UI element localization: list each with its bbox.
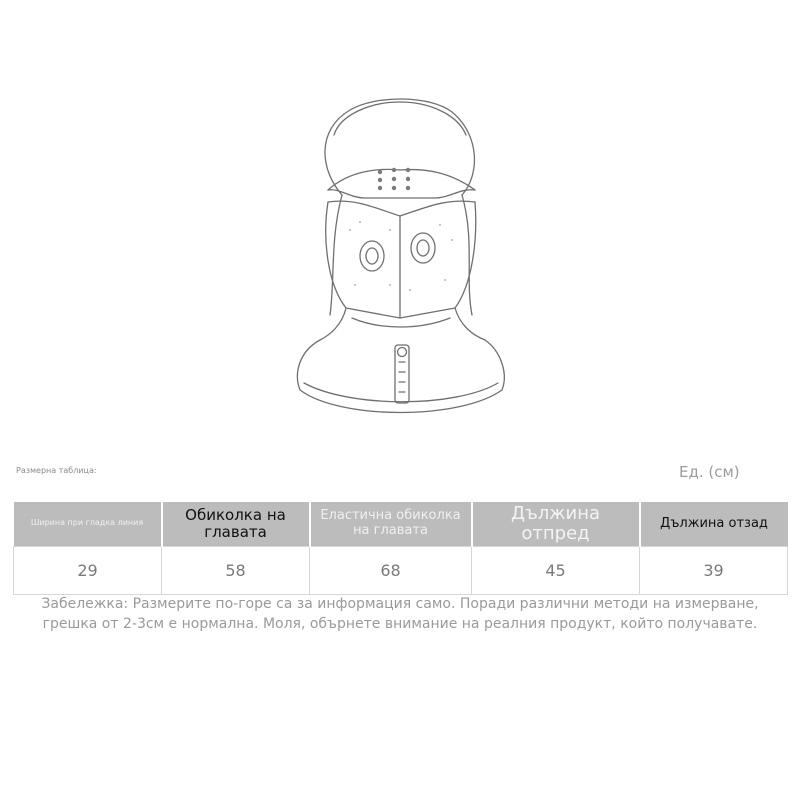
table-header-row — [14, 502, 788, 546]
note-line-2: грешка от 2-3см е нормална. Моля, обърнете внимание на реалния продукт, който получавате. — [42, 616, 758, 632]
table-row — [14, 546, 788, 594]
header-elastic-head-circumference: Еластична обиколка на главата — [310, 502, 472, 546]
header-width: Ширина при гладка линия — [14, 502, 162, 546]
balaclava-sketch-image — [280, 90, 520, 430]
note-line-1: Забележка: Размерите по-горе са за информация само. Поради различни методи на измерване, — [41, 596, 759, 612]
measurement-note — [0, 594, 800, 634]
size-chart-label: Размерна таблица: — [16, 466, 97, 475]
size-table — [13, 502, 788, 595]
header-front-length: Дължина отпред — [472, 502, 640, 546]
value-elastic-head-circumference: 68 — [310, 546, 472, 594]
value-head-circumference: 58 — [162, 546, 310, 594]
header-back-length: Дължина отзад — [640, 502, 788, 546]
value-back-length: 39 — [640, 546, 788, 594]
unit-label: Ед. (см) — [679, 463, 740, 481]
value-front-length: 45 — [472, 546, 640, 594]
value-width: 29 — [14, 546, 162, 594]
header-head-circumference: Обиколка на главата — [162, 502, 310, 546]
